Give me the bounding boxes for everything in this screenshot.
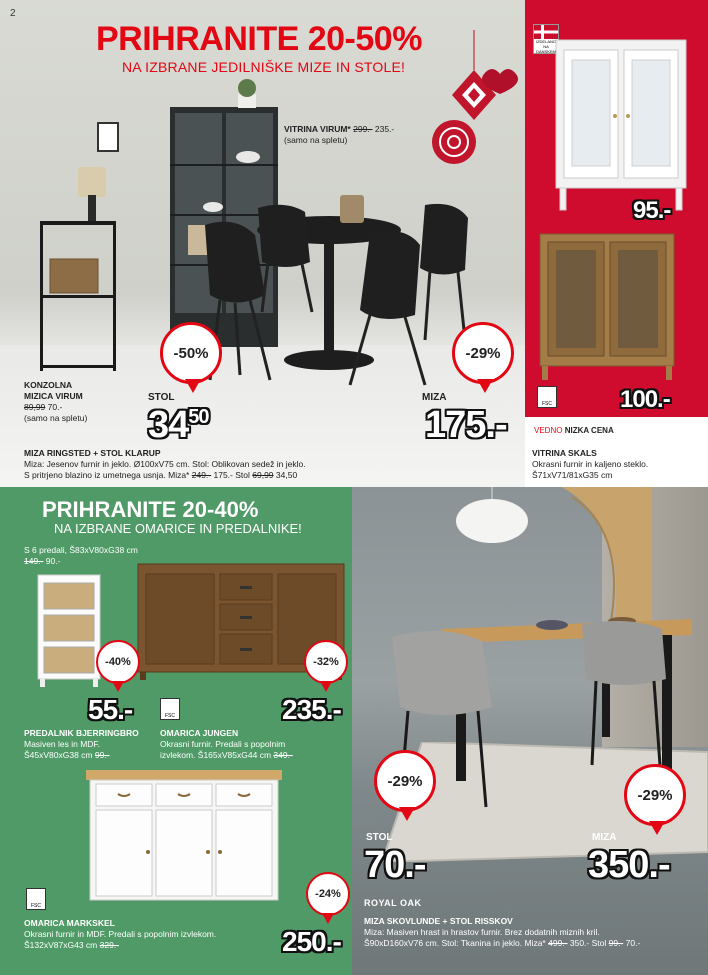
- markskel-title: OMARICA MARKSKEL: [24, 918, 115, 928]
- konzolna-note: (samo na spletu): [24, 413, 88, 423]
- subheadline-green: NA IZBRANE OMARICE IN PREDALNIKE!: [54, 521, 302, 536]
- markskel-dims: Š132xV87xG43 cm: [24, 940, 98, 950]
- miza-label: MIZA: [422, 392, 447, 403]
- fsc-text: FSC: [31, 903, 41, 909]
- jungen-price: 235.-: [282, 694, 341, 725]
- markskel-sideboard-image: [84, 768, 284, 910]
- jungen-spec-text: S 6 predali, Š83xV80xG38 cm: [24, 545, 138, 555]
- badge-line2: NA DANSKEM: [536, 44, 556, 54]
- br-title: MIZA SKOVLUNDE + STOL RISSKOV: [364, 916, 513, 926]
- vitrina-skals-title: VITRINA SKALS: [532, 448, 597, 458]
- fsc-text: FSC: [542, 401, 552, 407]
- vitrina-virum-title: VITRINA VIRUM*: [284, 124, 351, 134]
- headline-top: PRIHRANITE 20-50%: [96, 20, 422, 58]
- vedno-nizka-cena-logo: [534, 426, 614, 435]
- white-cabinet-image: [552, 36, 692, 212]
- markskel-old-price: 329.-: [99, 940, 119, 950]
- page-number: 2: [10, 8, 16, 19]
- vitrina-virum-note: (samo na spletu): [284, 135, 348, 145]
- top-description-line2b: 175.- Stol: [213, 470, 250, 480]
- brand-nizka: NIZKA CENA: [564, 426, 614, 435]
- subheadline-top: NA IZBRANE JEDILNIŠKE MIZE IN STOLE!: [122, 59, 406, 75]
- stol-discount-badge: [160, 322, 222, 384]
- jungen-info: [160, 728, 293, 761]
- markskel-price: 250.-: [282, 926, 341, 957]
- br-stol-discount-text: -29%: [387, 772, 423, 790]
- br-desc-old2: 99.-: [608, 938, 624, 948]
- stol-price-main: 34: [148, 404, 189, 446]
- vitrina-skals-dims: Š71xV71/81xG35 cm: [532, 470, 613, 480]
- vase: [340, 195, 364, 223]
- br-desc-old1: 499.-: [548, 938, 568, 948]
- miza-discount-text: -29%: [465, 344, 501, 362]
- royal-oak-logo: ROYAL OAK: [364, 898, 422, 908]
- jungen-desc: Okrasni furnir. Predali s popolnim: [160, 739, 286, 749]
- top-description-old1: 249.-: [191, 470, 212, 480]
- headline-green: PRIHRANITE 20-40%: [42, 497, 259, 522]
- markskel-desc: Okrasni furnir in MDF. Predali s popolnim izvlekom.: [24, 929, 217, 939]
- lamp-image: [72, 165, 112, 225]
- top-description-line2c: 34,50: [275, 470, 298, 480]
- br-info: [364, 916, 640, 949]
- stol-label: STOL: [148, 392, 175, 403]
- stol-price-cents: 50: [188, 406, 209, 428]
- grey-chair-back-image: [572, 615, 682, 775]
- br-miza-price: 350.-: [588, 844, 670, 886]
- bjerringbro-desc: Masiven les in MDF.: [24, 739, 101, 749]
- badge-line1: IZDELANO: [535, 39, 556, 44]
- plant-image: [230, 78, 264, 108]
- top-description: [24, 448, 306, 481]
- jungen-spec: [24, 545, 138, 567]
- br-stol-price: 70.-: [364, 844, 426, 886]
- jungen-title: OMARICA JUNGEN: [160, 728, 239, 738]
- konzolna-title-2: MIZICA VIRUM: [24, 391, 83, 401]
- jungen-desc2: izvlekom. Š165xV85xG44 cm: [160, 750, 272, 760]
- bjerringbro-title: PREDALNIK BJERRINGBRO: [24, 728, 139, 738]
- bjerringbro-info: [24, 728, 139, 761]
- top-description-line1: Miza: Jesenov furnir in jeklo. Ø100xV75 cm. Stol: Oblikovan sedež in jeklo.: [24, 459, 306, 469]
- vitrina-virum-info: [284, 124, 394, 146]
- wall-picture: [97, 122, 119, 152]
- vitrina-virum-old-price: 299.-: [353, 124, 373, 134]
- jungen-discount-text: -32%: [313, 656, 339, 668]
- pendant-lamp-image: [452, 487, 532, 547]
- jungen-discount-badge: [304, 640, 348, 684]
- br-stol-discount-badge: [374, 750, 436, 812]
- brand-vedno: VEDNO: [534, 426, 563, 435]
- fsc-logo-icon: [537, 386, 557, 408]
- bjerringbro-drawer-image: [36, 573, 102, 689]
- jungen-spec-new: 90.-: [45, 556, 61, 566]
- jungen-old-price: 349.-: [273, 750, 293, 760]
- br-desc-1: Miza: Masiven hrast in hrastov furnir. Brez dodatnih miznih kril.: [364, 927, 600, 937]
- konzolna-price: 70.-: [47, 402, 63, 412]
- miza-discount-badge: [452, 322, 514, 384]
- jungen-spec-old: 149.-: [24, 556, 44, 566]
- markskel-info: [24, 918, 216, 951]
- br-miza-label: MIZA: [592, 832, 617, 843]
- konzolna-old-price: 89,99: [24, 402, 46, 412]
- stol-price: [148, 404, 209, 447]
- br-stol-label: STOL: [366, 832, 393, 843]
- top-description-line2a: S pritrjeno blazino iz umetnega usnja. Miza*: [24, 470, 190, 480]
- konzolna-title-1: KONZOLNA: [24, 380, 73, 390]
- fsc-logo-icon: [26, 888, 46, 910]
- wood-cabinet-price: 100.-: [620, 386, 670, 413]
- top-description-title: MIZA RINGSTED + STOL KLARUP: [24, 448, 161, 458]
- bjerringbro-dims: Š45xV80xG38 cm: [24, 750, 93, 760]
- miza-price: 175.-: [425, 404, 507, 446]
- br-desc-2a: Š90xD160xV76 cm. Stol: Tkanina in jeklo. Miza*: [364, 938, 546, 948]
- markskel-discount-text: -24%: [315, 888, 341, 900]
- console-table-image: [36, 215, 118, 385]
- bjerringbro-discount-text: -40%: [105, 656, 131, 668]
- vitrina-skals-desc: Okrasni furnir in kaljeno steklo.: [532, 459, 649, 469]
- white-cabinet-price: 95.-: [633, 197, 671, 224]
- br-miza-discount-text: -29%: [637, 786, 673, 804]
- br-desc-2b: 350.- Stol: [569, 938, 607, 948]
- christmas-ornaments-icon: [426, 30, 521, 170]
- vitrina-virum-price: 235.-: [374, 124, 395, 134]
- top-description-old2: 69,99: [252, 470, 274, 480]
- br-miza-discount-badge: [624, 764, 686, 826]
- fsc-logo-icon: [160, 698, 180, 720]
- konzolna-info: [24, 380, 87, 424]
- bjerringbro-old-price: 99.-: [94, 750, 110, 760]
- bjerringbro-discount-badge: [96, 640, 140, 684]
- wood-cabinet-image: [538, 232, 678, 382]
- chair-back-left-image: [250, 200, 330, 320]
- vitrina-skals-info: [532, 448, 648, 481]
- br-desc-2c: 70.-: [625, 938, 641, 948]
- bjerringbro-price: 55.-: [88, 694, 133, 725]
- stol-discount-text: -50%: [173, 344, 209, 362]
- markskel-discount-badge: [306, 872, 350, 916]
- fsc-text: FSC: [165, 713, 175, 719]
